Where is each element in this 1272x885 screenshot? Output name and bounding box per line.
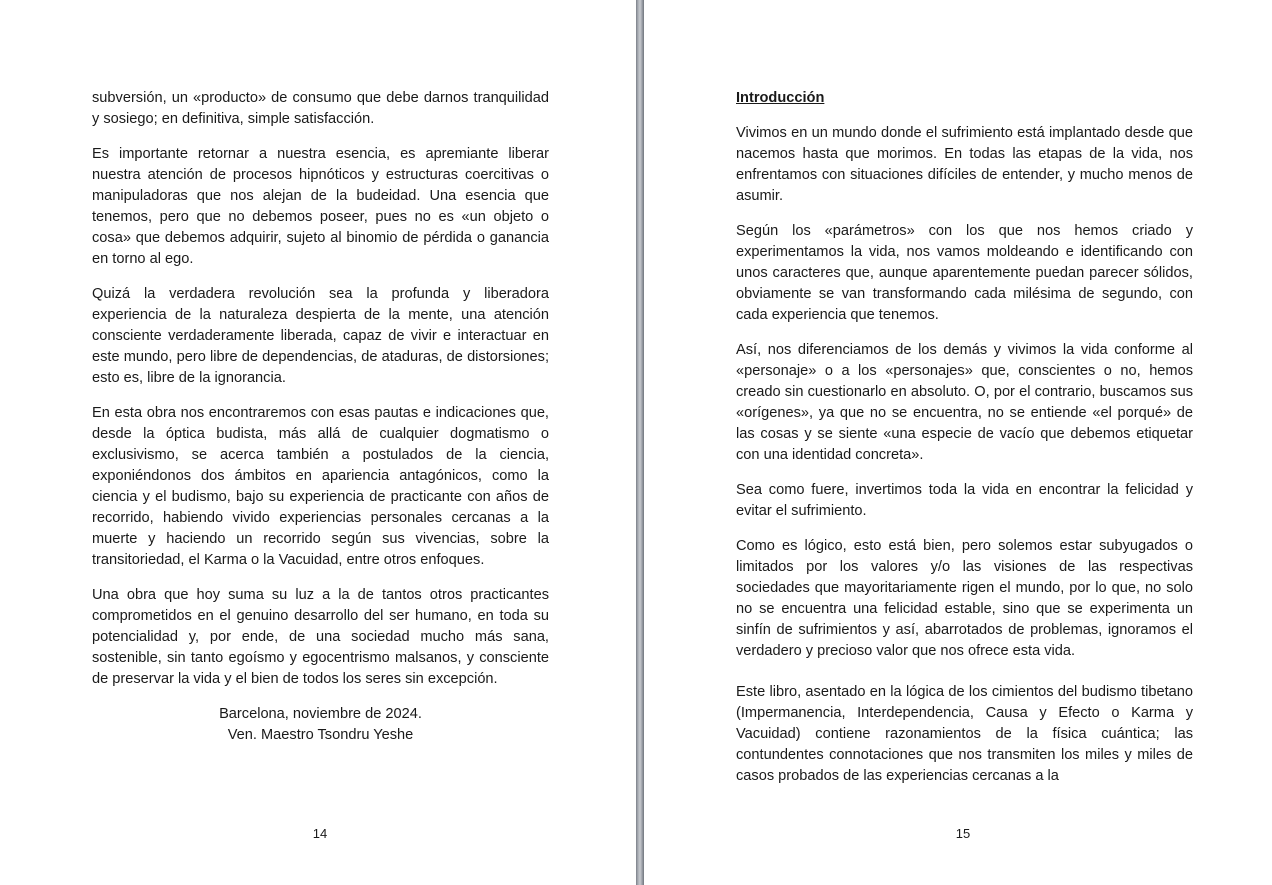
left-paragraph-5: Una obra que hoy suma su luz a la de tantos otros practicantes comprometidos en el genuino desarrollo del ser humano, en toda su potencialidad y, por ende, de una sociedad mucho más sana, sostenible, sin tanto egoísmo y egocentrismo malsanos, y consciente de preservar la vida y el bien de todos los seres sin excepción.	[92, 587, 549, 687]
right-page-body	[736, 88, 1193, 801]
section-heading: Introducción	[736, 90, 825, 106]
left-page-body	[92, 88, 549, 746]
left-page-number: 14	[312, 826, 328, 841]
signature-place-date: Barcelona, noviembre de 2024.	[219, 706, 422, 722]
left-paragraph-2: Es importante retornar a nuestra esencia, es apremiante liberar nuestra atención de procesos hipnóticos y estructuras coercitivas o manipuladoras que nos alejan de la budeidad. Una esencia que tenemos, pero que no debemos poseer, pues no es «un objeto o cosa» que debemos adquirir, sujeto al binomio de pérdida o ganancia en torno al ego.	[92, 146, 549, 267]
right-paragraph-4: Sea como fuere, invertimos toda la vida en encontrar la felicidad y evitar el sufrimiento.	[736, 482, 1193, 519]
left-paragraph-3: Quizá la verdadera revolución sea la profunda y liberadora experiencia de la naturaleza despierta de la mente, una atención consciente verdaderamente liberada, capaz de vivir e interactuar en este mundo, pero libre de dependencias, de ataduras, de distorsiones; esto es, libre de la ignorancia.	[92, 286, 549, 386]
right-paragraph-1: Vivimos en un mundo donde el sufrimiento está implantado desde que nacemos hasta que morimos. En todas las etapas de la vida, nos enfrentamos con situaciones difíciles de entender, y mucho menos de asumir.	[736, 125, 1193, 204]
right-paragraph-5: Como es lógico, esto está bien, pero solemos estar subyugados o limitados por los valores y/o las visiones de las respectivas sociedades que mayoritariamente rigen el mundo, por lo que, no solo no se encuentra una felicidad estable, sino que se experimenta un sinfín de sufrimientos y así, abarrotados de problemas, ignoramos el verdadero y precioso valor que nos ofrece esta vida.	[736, 538, 1193, 659]
left-paragraph-1: subversión, un «producto» de consumo que debe darnos tranquilidad y sosiego; en definitiva, simple satisfacción.	[92, 90, 549, 127]
signature-block	[92, 704, 549, 746]
right-paragraph-6: Este libro, asentado en la lógica de los cimientos del budismo tibetano (Impermanencia, Interdependencia, Causa y Efecto o Karma y Vacuidad) contiene razonamientos de la física cuántica; las contundentes connotaciones que nos transmiten los miles y miles de casos probados de las experiencias cercanas a la	[736, 684, 1193, 784]
right-page	[644, 0, 1272, 885]
left-paragraph-4: En esta obra nos encontraremos con esas pautas e indicaciones que, desde la óptica budista, más allá de cualquier dogmatismo o exclusivismo, se acerca también a postulados de la ciencia, exponiéndonos dos ámbitos en apariencia antagónicos, como la ciencia y el budismo, bajo su experiencia de practicante con años de recorrido, habiendo vivido experiencias personales cercanas a la muerte y haciendo un recorrido según sus vivencias, sobre la transitoriedad, el Karma o la Vacuidad, entre otros enfoques.	[92, 405, 549, 568]
right-page-number: 15	[955, 826, 971, 841]
right-paragraph-2: Según los «parámetros» con los que nos hemos criado y experimentamos la vida, nos vamos moldeando e identificando con unos caracteres que, aunque aparentemente puedan parecer sólidos, obviamente se van transformando cada milésima de segundo, con cada experiencia que tenemos.	[736, 223, 1193, 323]
page-gutter	[636, 0, 644, 885]
right-paragraph-3: Así, nos diferenciamos de los demás y vivimos la vida conforme al «personaje» o a los «personajes» que, conscientes o no, hemos creado sin cuestionarlo en absoluto. O, por el contrario, buscamos sus «orígenes», ya que no se encuentra, no se entiende «el porqué» de las cosas y se siente «una especie de vacío que debemos etiquetar con una identidad concreta».	[736, 342, 1193, 463]
signature-name: Ven. Maestro Tsondru Yeshe	[227, 727, 414, 743]
